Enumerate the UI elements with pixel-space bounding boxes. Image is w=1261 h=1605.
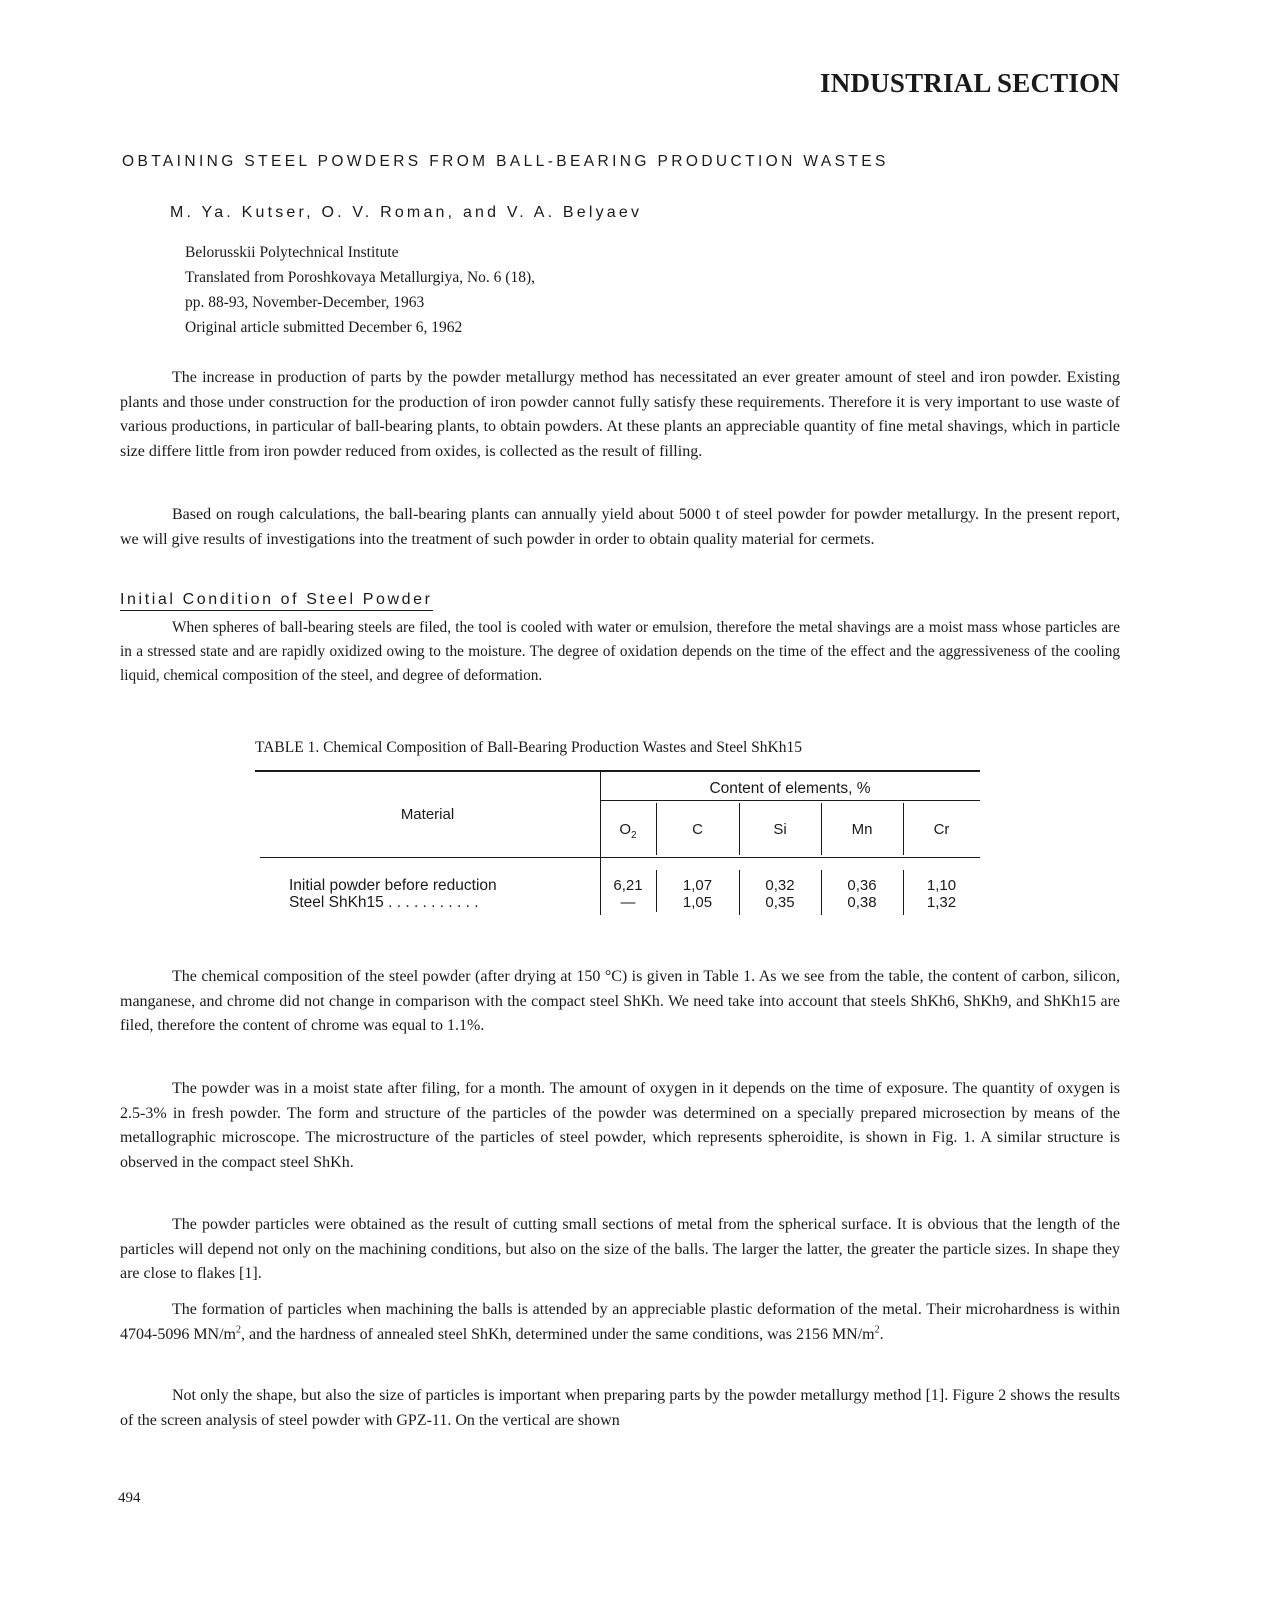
paragraph-4: The chemical composition of the steel powder (after drying at 150 °C) is given in Table 1. As we see from the table, the content of carbon, silicon, manganese, and chrome did not change in comparison with the compact steel ShKh. We need take into account that steels ShKh6, ShKh9, and ShKh15 are filed, therefore the content of chrome was equal to 1.1%.	[120, 968, 1120, 1034]
section-header: INDUSTRIAL SECTION	[820, 68, 1120, 98]
article-title: OBTAINING STEEL POWDERS FROM BALL-BEARING PRODUCTION WASTES	[122, 153, 889, 170]
table-col-cr: Cr	[933, 821, 950, 838]
paragraph-7-sup-a: 2	[236, 1324, 241, 1336]
table-header-content: Content of elements, %	[709, 780, 871, 797]
article-authors: M. Ya. Kutser, O. V. Roman, and V. A. Belyaev	[170, 204, 643, 221]
table-row-2-c: 1,05	[682, 894, 713, 911]
section-heading-initial-condition: Initial Condition of Steel Powder	[120, 591, 433, 611]
table-row-2-material: Steel ShKh15 . . . . . . . . . . .	[289, 894, 479, 911]
table-row-1-cr: 1,10	[926, 877, 957, 894]
table-row-1-o2: 6,21	[613, 877, 643, 894]
paragraph-7-part-a: The formation of particles when machining the balls is attended by an appreciable plastic deformation of the metal. Their microhardness is within 4704-5096 MN/m	[120, 1301, 1120, 1343]
table-col-o2	[600, 821, 656, 841]
affiliation-pages: pp. 88-93, November-December, 1963	[185, 294, 425, 311]
affiliation-institute: Belorusskii Polytechnical Institute	[185, 244, 399, 261]
table-col-o2-label: O	[619, 821, 632, 838]
table-row-2-o2: —	[620, 894, 636, 911]
paragraph-7-part-c: .	[879, 1325, 884, 1343]
table-col-si: Si	[773, 821, 787, 838]
paragraph-8: Not only the shape, but also the size of particles is important when preparing parts by the powder metallurgy method [1]. Figure 2 shows the results of the screen analysis of steel powder with GPZ-11. On the vertical are shown	[120, 1387, 1120, 1429]
composition-table	[255, 770, 980, 920]
affiliation-submitted: Original article submitted December 6, 1962	[185, 319, 463, 336]
table-top-rule	[255, 770, 980, 772]
paragraph-7-sup-b: 2	[874, 1324, 880, 1336]
affiliation-translated-from: Translated from Poroshkovaya Metallurgiya, No. 6 (18),	[185, 269, 535, 286]
table-group-rule	[600, 800, 980, 801]
table-row-1-c: 1,07	[682, 877, 713, 894]
table-row-1-si: 0,32	[765, 877, 795, 894]
table-header-material: Material	[400, 806, 455, 823]
paragraph-5: The powder was in a moist state after filing, for a month. The amount of oxygen in it depends on the time of exposure. The quantity of oxygen is 2.5-3% in fresh powder. The form and structure of the particles of the powder was determined on a specially prepared microsection by means of the metallographic microscope. The microstructure of the particles of steel powder, which represents spheroidite, is shown in Fig. 1. A similar structure is observed in the compact steel ShKh.	[120, 1080, 1120, 1171]
paragraph-1: The increase in production of parts by the powder metallurgy method has necessitated an ever greater amount of steel and iron powder. Existing plants and those under construction for the production of iron powder cannot fully satisfy these requirements. Therefore it is very important to use waste of various productions, in particular of ball-bearing plants, to obtain powders. At these plants an appreciable quantity of fine metal shavings, which in particle size differe little from iron powder reduced from oxides, is collected as the result of filling.	[120, 369, 1120, 460]
table-col-mn: Mn	[851, 821, 873, 838]
paragraph-7-part-b: , and the hardness of annealed steel ShKh, determined under the same conditions, was 2156 MN/m	[241, 1325, 875, 1343]
table-header-rule	[260, 857, 980, 858]
paragraph-7	[120, 1298, 1120, 1347]
table-row-1-mn: 0,36	[847, 877, 877, 894]
table-row-2-mn: 0,38	[847, 894, 877, 911]
table-row-1-material: Initial powder before reduction	[289, 877, 497, 894]
page-number: 494	[118, 1490, 141, 1506]
table-col-c: C	[692, 821, 703, 838]
affiliation-block	[185, 240, 535, 340]
table-row-2-si: 0,35	[765, 894, 795, 911]
table-col-o2-subscript: 2	[631, 830, 637, 841]
paragraph-3: When spheres of ball-bearing steels are filed, the tool is cooled with water or emulsion, therefore the metal shavings are a moist mass whose particles are in a stressed state and are rapidly oxidized owing to the moisture. The degree of oxidation depends on the time of the effect and the aggressiveness of the cooling liquid, chemical composition of the steel, and degree of deformation.	[120, 619, 1120, 684]
paragraph-6: The powder particles were obtained as the result of cutting small sections of metal from the spherical surface. It is obvious that the length of the particles will depend not only on the machining conditions, but also on the size of the balls. The larger the latter, the greater the particle sizes. In shape they are close to flakes [1].	[120, 1216, 1120, 1282]
paragraph-2: Based on rough calculations, the ball-bearing plants can annually yield about 5000 t of steel powder for powder metallurgy. In the present report, we will give results of investigations into the treatment of such powder in order to obtain quality material for cermets.	[120, 506, 1120, 548]
table-caption: TABLE 1. Chemical Composition of Ball-Bearing Production Wastes and Steel ShKh15	[255, 739, 802, 756]
table-row-2-cr: 1,32	[926, 894, 957, 911]
